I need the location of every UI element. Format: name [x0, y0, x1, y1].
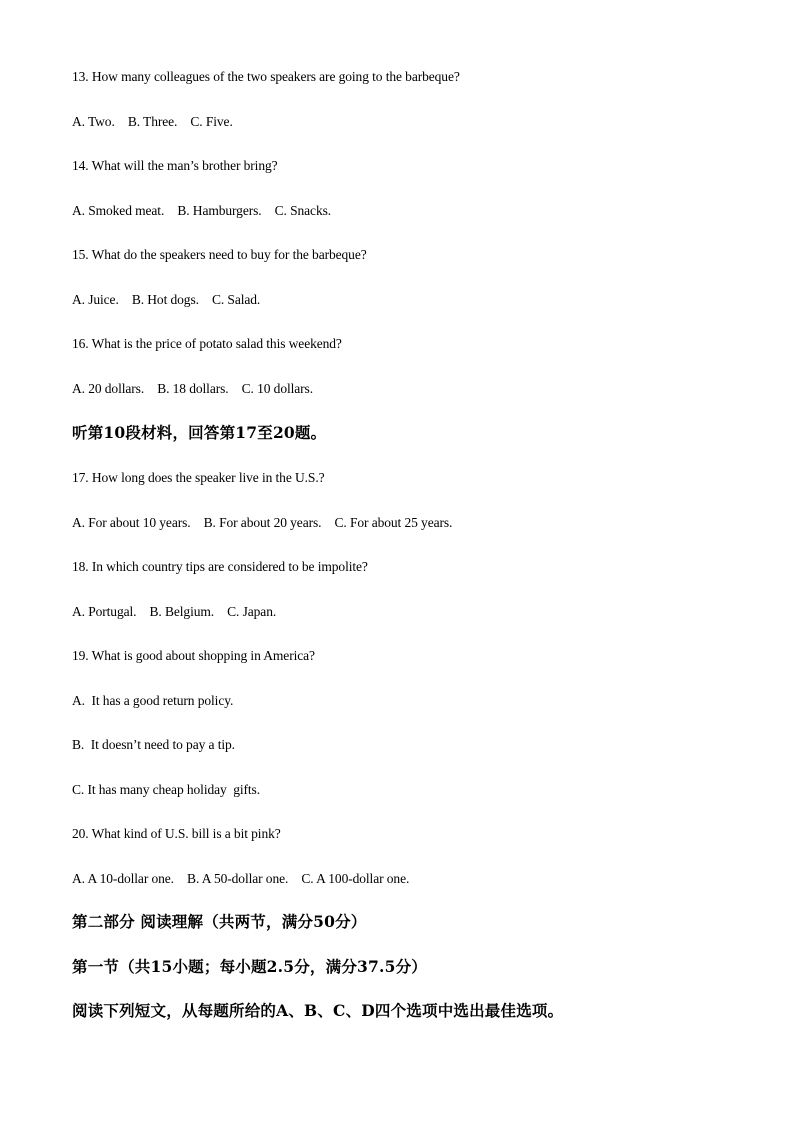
- question-15: 15. What do the speakers need to buy for the barbeque?: [72, 247, 367, 262]
- question-18: 18. In which country tips are considered to be impolite?: [72, 559, 368, 574]
- options-14: A. Smoked meat. B. Hamburgers. C. Snacks.: [72, 203, 332, 218]
- reading-instructions: 阅读下列短文，从每题所给的A、B、C、D四个选项中选出最佳选项。: [72, 1001, 564, 1020]
- section-heading-passage-10: 听第10段材料，回答第17至20题。: [72, 423, 327, 442]
- options-20: A. A 10-dollar one. B. A 50-dollar one. C. A 100-dollar one.: [72, 871, 410, 886]
- option-19-c: C. It has many cheap holiday gifts.: [72, 782, 260, 797]
- section-one-heading: 第一节（共15小题；每小题2.5分，满分37.5分）: [72, 957, 427, 976]
- question-17: 17. How long does the speaker live in the U.S.?: [72, 470, 325, 485]
- options-15: A. Juice. B. Hot dogs. C. Salad.: [72, 292, 261, 307]
- question-19: 19. What is good about shopping in America?: [72, 648, 315, 663]
- question-20: 20. What kind of U.S. bill is a bit pink?: [72, 826, 281, 841]
- options-13: A. Two. B. Three. C. Five.: [72, 114, 233, 129]
- question-16: 16. What is the price of potato salad this weekend?: [72, 336, 342, 351]
- options-17: A. For about 10 years. B. For about 20 years. C. For about 25 years.: [72, 515, 453, 530]
- question-14: 14. What will the man’s brother bring?: [72, 158, 278, 173]
- options-16: A. 20 dollars. B. 18 dollars. C. 10 dollars.: [72, 381, 313, 396]
- options-18: A. Portugal. B. Belgium. C. Japan.: [72, 604, 277, 619]
- question-13: 13. How many colleagues of the two speakers are going to the barbeque?: [72, 69, 460, 84]
- part-two-heading: 第二部分 阅读理解（共两节，满分50分）: [72, 912, 367, 931]
- option-19-a: A. It has a good return policy.: [72, 693, 234, 708]
- option-19-b: B. It doesn’t need to pay a tip.: [72, 737, 235, 752]
